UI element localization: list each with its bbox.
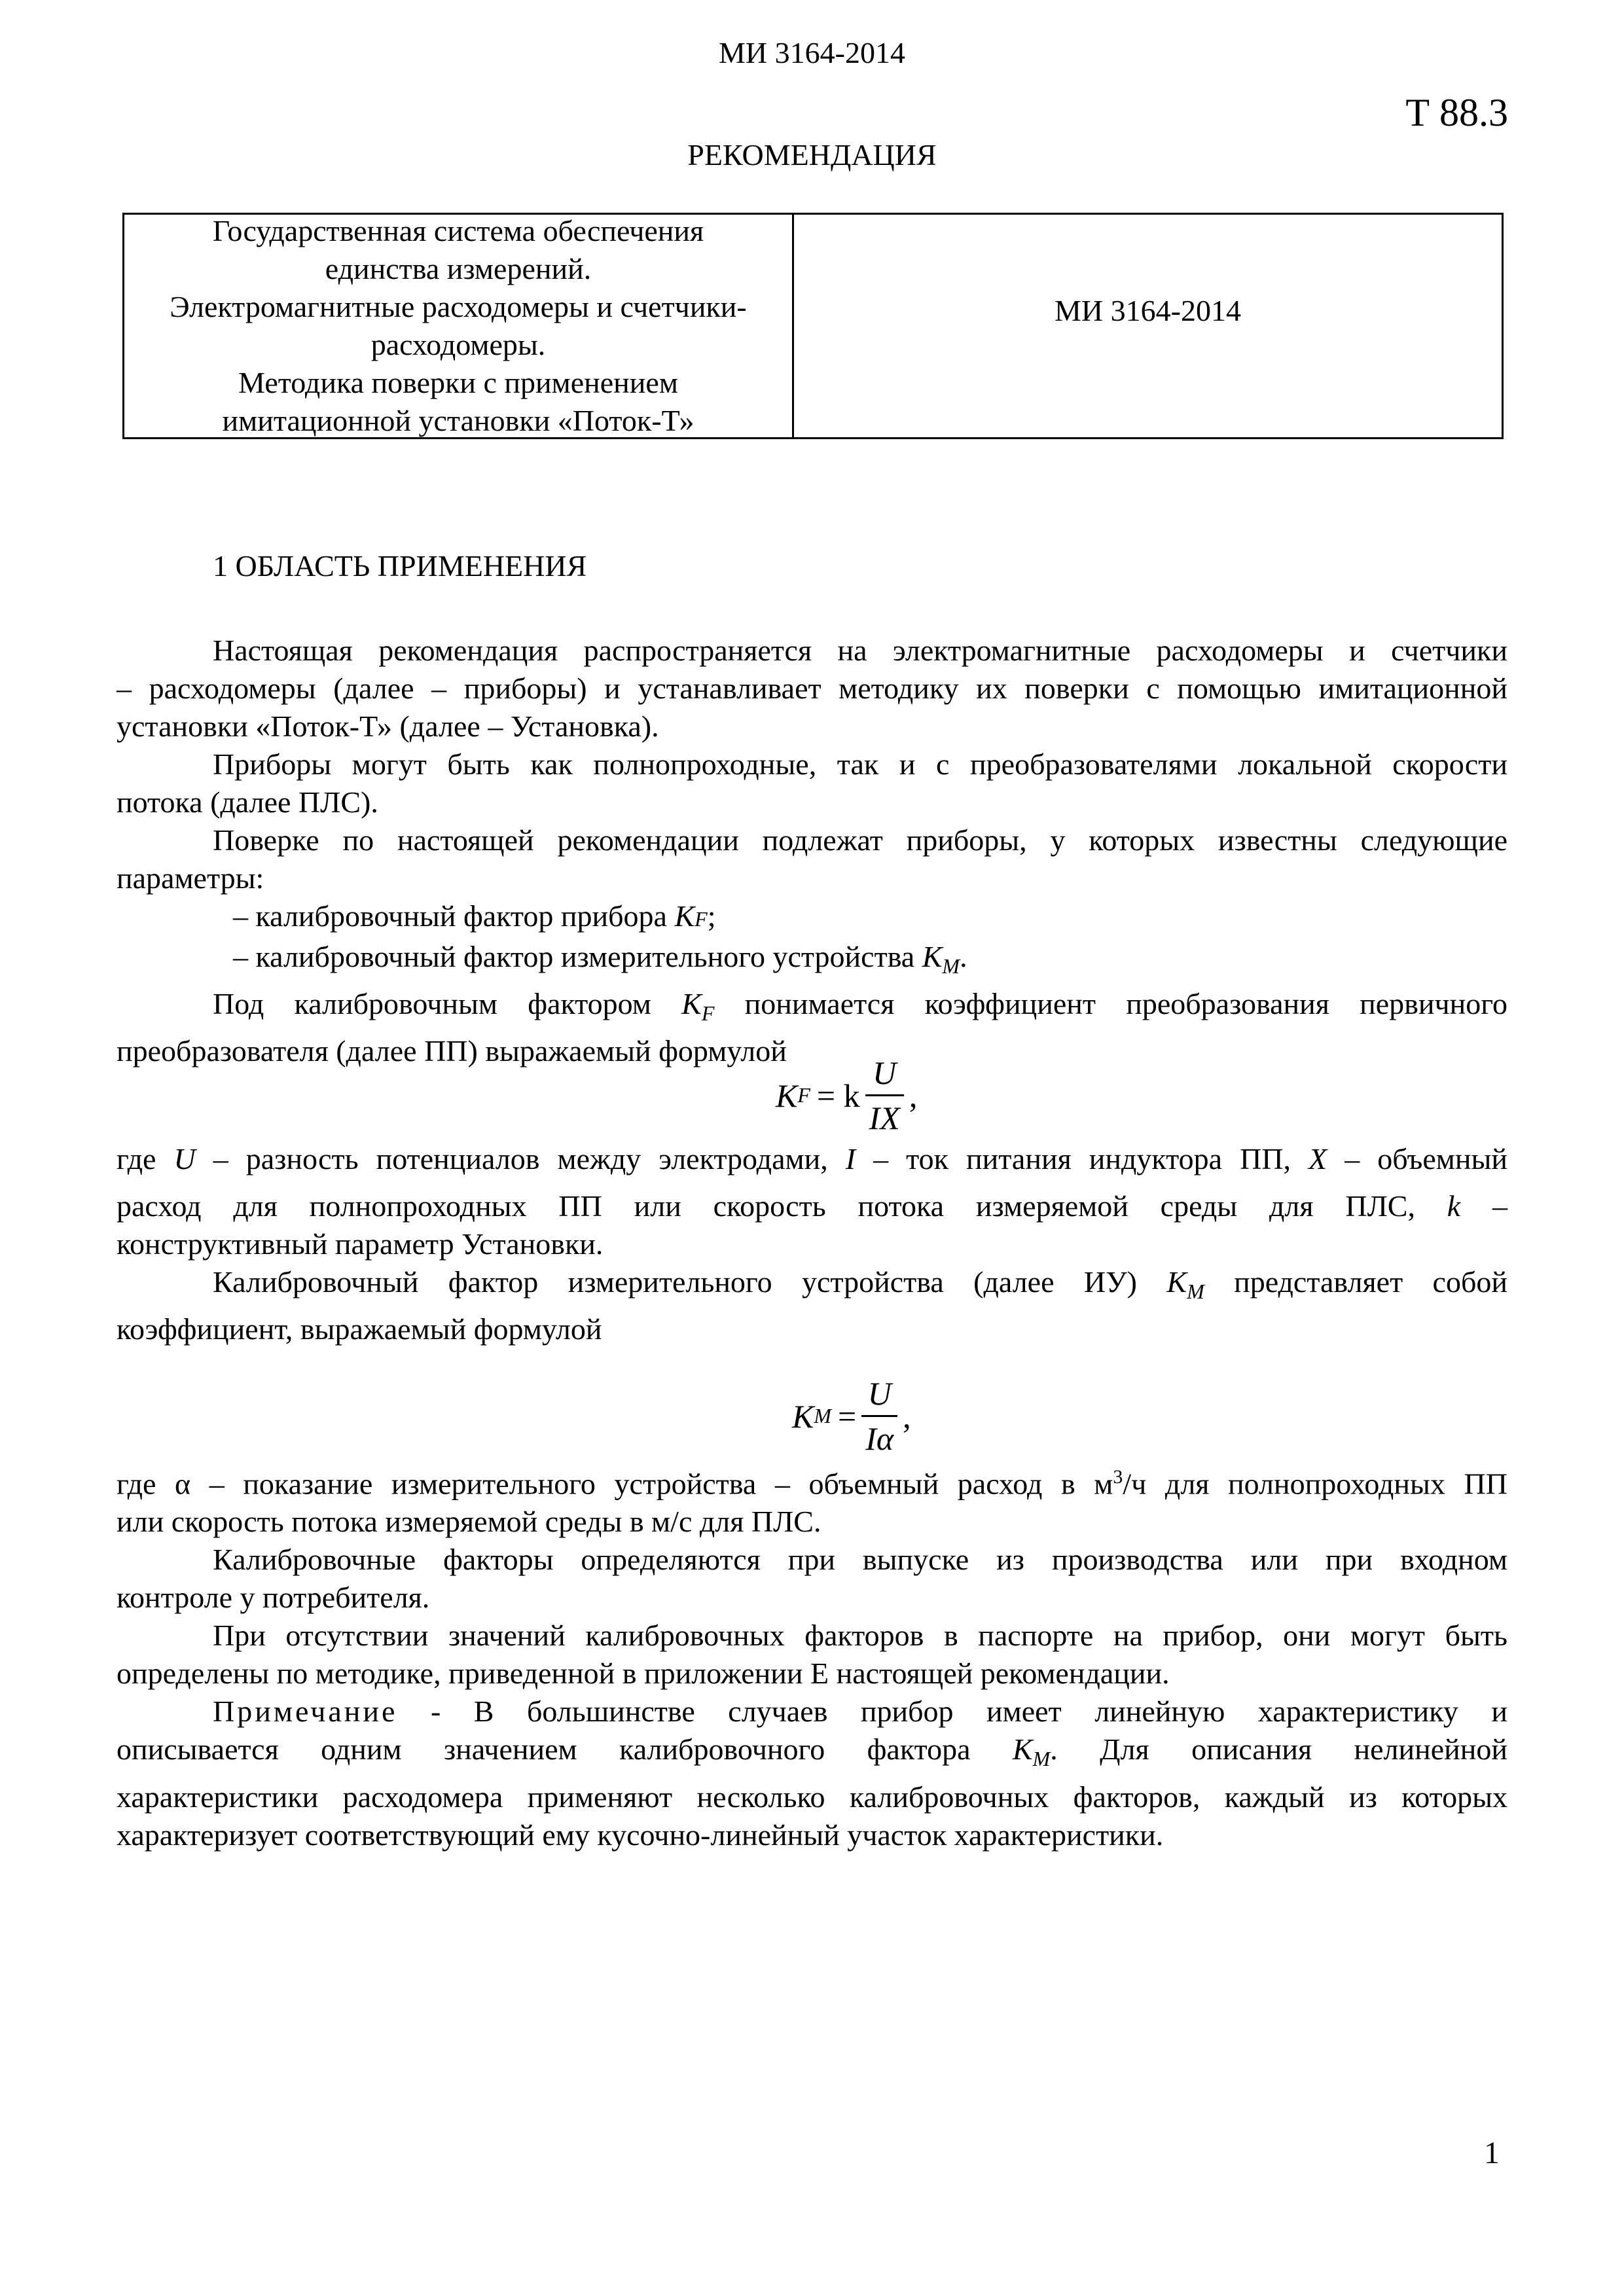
list-item: – калибровочный фактор измерительного устройства $K_M$.: [233, 940, 967, 978]
page-number: 1: [1484, 2136, 1500, 2170]
body-block-3: [117, 1458, 1507, 1854]
title-line: расходомеры.: [370, 328, 546, 361]
paragraph: При отсутствии значений калибровочных факторов в паспорте на прибор, они могут быть: [213, 1619, 1507, 1653]
paragraph-line: коэффициент, выражаемый формулой: [117, 1312, 602, 1346]
paragraph: Поверке по настоящей рекомендации подлежат приборы, у которых известны следующие: [213, 823, 1507, 857]
fraction: $\frac{U}{IX}$: [865, 1054, 904, 1137]
title-cell: [124, 215, 794, 437]
formula-kf: K F = k $\frac{U}{IX}$ ,: [776, 1054, 918, 1136]
paragraph: Калибровочные факторы определяются при выпуске из производства или при входном: [213, 1543, 1507, 1577]
title-line: единства измерений.: [325, 252, 592, 285]
title-line: Государственная система обеспечения: [212, 214, 704, 247]
paragraph-line: где α – показание измерительного устройства – объемный расход в $м^3/ч$ для полнопроходных ПП: [117, 1466, 1508, 1501]
paragraph-line: описывается одним значением калибровочного фактора $K_M$. Для описания нелинейной: [117, 1732, 1508, 1771]
paragraph-line: определены по методике, приведенной в приложении Е настоящей рекомендации.: [117, 1657, 1170, 1691]
paragraph: Калибровочный фактор измерительного устройства (далее ИУ) $K_M$ представляет собой: [213, 1265, 1507, 1304]
title-line: Электромагнитные расходомеры и счетчики-: [170, 290, 747, 323]
fraction: $\frac{U}{I\alpha}$: [861, 1374, 897, 1458]
paragraph-line: где U – разность потенциалов между электродами, I – ток питания индуктора ПП, X – объемный: [117, 1142, 1507, 1175]
recommendation-heading: РЕКОМЕНДАЦИЯ: [687, 138, 937, 171]
document-code-header: МИ 3164-2014: [719, 36, 905, 69]
paragraph-line: – расходомеры (далее – приборы) и устанавливает методику их поверки с помощью имитационной: [117, 672, 1507, 705]
paragraph-line: или скорость потока измеряемой среды в м/с для ПЛС.: [117, 1505, 821, 1539]
note-label: Примечание: [213, 1695, 398, 1729]
title-line: имитационной установки «Поток-Т»: [222, 404, 695, 437]
paragraph-line: характеристики расходомера применяют несколько калибровочных факторов, каждый из которых: [117, 1780, 1507, 1814]
paragraph-line: потока (далее ПЛС).: [117, 785, 378, 819]
body-block-2: [117, 1140, 1507, 1348]
paragraph-line: параметры:: [117, 861, 264, 895]
note-paragraph: Примечание - В большинстве случаев прибор имеет линейную характеристику и: [213, 1695, 1507, 1729]
paragraph: Приборы могут быть как полнопроходные, так и с преобразователями локальной скорости: [213, 747, 1507, 781]
title-line: Методика поверки с применением: [238, 366, 678, 399]
formula-km: K M = $\frac{U}{I\alpha}$ ,: [792, 1375, 911, 1457]
paragraph-line: установки «Поток-Т» (далее – Установка).: [117, 709, 659, 743]
paragraph-line: расход для полнопроходных ПП или скорость потока измеряемой среды для ПЛС, k –: [117, 1189, 1507, 1223]
paragraph-line: контроле у потребителя.: [117, 1581, 430, 1615]
title-table: [122, 213, 1504, 439]
paragraph-line: преобразователя (далее ПП) выражаемый формулой: [117, 1034, 787, 1068]
paragraph-line: характеризует соответствующий ему кусочно-линейный участок характеристики.: [117, 1818, 1164, 1852]
section-title: 1 ОБЛАСТЬ ПРИМЕНЕНИЯ: [213, 549, 587, 583]
paragraph: Под калибровочным фактором $K_F$ понимается коэффициент преобразования первичного: [213, 987, 1507, 1026]
list-item: – калибровочный фактор прибора KF;: [233, 899, 716, 933]
code-cell: [794, 215, 1502, 437]
classification-code: Т 88.3: [1405, 91, 1508, 134]
table-doc-code: МИ 3164-2014: [1055, 294, 1241, 327]
paragraph: Настоящая рекомендация распространяется на электромагнитные расходомеры и счетчики: [213, 634, 1507, 667]
paragraph-line: конструктивный параметр Установки.: [117, 1227, 604, 1261]
body-block-1: [117, 632, 1507, 1070]
